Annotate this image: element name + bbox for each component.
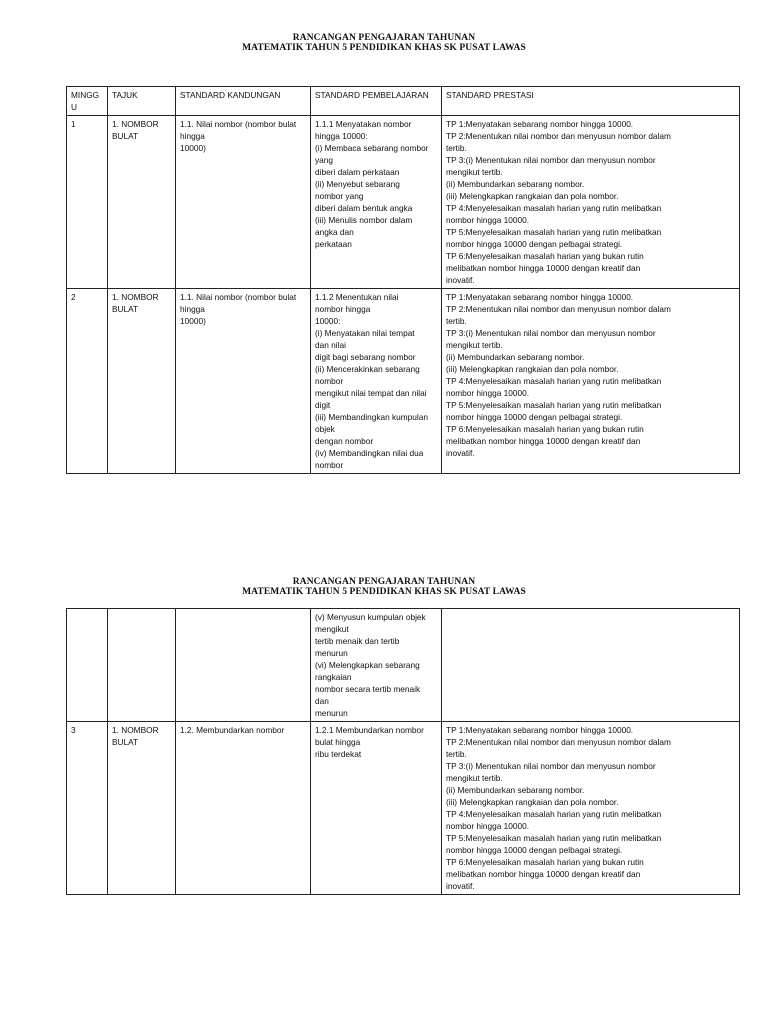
doc-title: RANCANGAN PENGAJARAN TAHUNAN: [292, 33, 476, 43]
cell-line: TP 3:(i) Menentukan nilai nombor dan menyusun nombor: [446, 761, 656, 771]
cell-line: inovatif.: [446, 448, 475, 458]
cell-line: (ii) Membundarkan sebarang nombor.: [446, 785, 585, 795]
cell-line: TP 1:Menyatakan sebarang nombor hingga 10000.: [446, 725, 634, 735]
cell-line: TP 4:Menyelesaikan masalah harian yang rutin melibatkan: [446, 809, 662, 819]
cell-line: TP 2:Menentukan nilai nombor dan menyusun nombor dalam: [446, 304, 671, 314]
doc-title: RANCANGAN PENGAJARAN TAHUNAN: [292, 577, 476, 587]
cell-line: hingga: [180, 131, 205, 141]
cell-line: dengan nombor: [315, 436, 374, 446]
cell-line: 10000): [180, 143, 206, 153]
cell-line: angka dan: [315, 227, 354, 237]
cell-line: 1.2. Membundarkan nombor: [180, 725, 285, 735]
cell-line: tertib.: [446, 143, 467, 153]
cell-line: mengikut tertib.: [446, 773, 503, 783]
cell-tajuk: [108, 609, 176, 722]
cell-tajuk: [108, 722, 176, 895]
cell-line: TP 3:(i) Menentukan nilai nombor dan menyusun nombor: [446, 328, 656, 338]
cell-line: (iii) Melengkapkan rangkaian dan pola nombor.: [446, 191, 619, 201]
cell-line: (ii) Mencerakinkan sebarang: [315, 364, 420, 374]
table-body: [67, 116, 740, 474]
cell-line: nombor hingga 10000.: [446, 821, 530, 831]
cell-line: dan: [315, 696, 329, 706]
col-header-standard-kandungan: STANDARD KANDUNGAN: [176, 87, 311, 116]
table-header-row: [67, 87, 740, 116]
cell-line: melibatkan nombor hingga 10000 dengan kreatif dan: [446, 436, 641, 446]
cell-line: nombor hingga: [315, 304, 371, 314]
cell-line: menurun: [315, 648, 348, 658]
cell-line: 10000:: [315, 316, 341, 326]
cell-line: tertib.: [446, 749, 467, 759]
table-row: [67, 289, 740, 474]
cell-line: TP 6:Menyelesaikan masalah harian yang bukan rutin: [446, 251, 644, 261]
cell-line: nombor hingga 10000.: [446, 215, 530, 225]
cell-minggu: 1: [67, 116, 108, 289]
cell-standard-prestasi: [442, 289, 740, 474]
cell-line: nombor hingga 10000 dengan pelbagai strategi.: [446, 239, 623, 249]
cell-line: TP 1:Menyatakan sebarang nombor hingga 10000.: [446, 119, 634, 129]
cell-line: nombor hingga 10000.: [446, 388, 530, 398]
cell-line: (ii) Membundarkan sebarang nombor.: [446, 352, 585, 362]
cell-line: nombor hingga 10000 dengan pelbagai strategi.: [446, 845, 623, 855]
cell-standard-prestasi: [442, 609, 740, 722]
cell-line: hingga 10000:: [315, 131, 368, 141]
cell-line: objek: [315, 424, 335, 434]
cell-line: mengikut nilai tempat dan nilai: [315, 388, 427, 398]
cell-line: BULAT: [112, 304, 139, 314]
cell-line: 1. NOMBOR: [112, 725, 159, 735]
page-header-1: [0, 33, 768, 53]
cell-line: 1.1.1 Menyatakan nombor: [315, 119, 412, 129]
cell-minggu: 3: [67, 722, 108, 895]
cell-line: TP 2:Menentukan nilai nombor dan menyusun nombor dalam: [446, 131, 671, 141]
cell-standard-pembelajaran: [311, 116, 442, 289]
cell-line: (v) Menyusun kumpulan objek: [315, 612, 426, 622]
cell-tajuk: [108, 289, 176, 474]
cell-line: (ii) Menyebut sebarang: [315, 179, 400, 189]
cell-line: inovatif.: [446, 275, 475, 285]
col-header-tajuk: TAJUK: [108, 87, 176, 116]
cell-line: digit bagi sebarang nombor: [315, 352, 416, 362]
cell-line: nombor secara tertib menaik: [315, 684, 421, 694]
col-header-standard-prestasi: STANDARD PRESTASI: [442, 87, 740, 116]
cell-line: TP 6:Menyelesaikan masalah harian yang bukan rutin: [446, 424, 644, 434]
plan-table-1: [66, 86, 740, 474]
cell-standard-prestasi: [442, 722, 740, 895]
cell-line: 1. NOMBOR: [112, 119, 159, 129]
cell-line: 1.1. Nilai nombor (nombor bulat: [180, 119, 297, 129]
cell-line: 1.1.2 Menentukan nilai: [315, 292, 399, 302]
cell-line: TP 6:Menyelesaikan masalah harian yang bukan rutin: [446, 857, 644, 867]
cell-standard-kandungan: [176, 609, 311, 722]
cell-line: perkataan: [315, 239, 352, 249]
table-row: [67, 116, 740, 289]
cell-line: (iv) Membandingkan nilai dua: [315, 448, 424, 458]
doc-subtitle: MATEMATIK TAHUN 5 PENDIDIKAN KHAS SK PUSAT LAWAS: [242, 43, 526, 53]
cell-line: inovatif.: [446, 881, 475, 891]
cell-line: 1. NOMBOR: [112, 292, 159, 302]
cell-line: 1.2.1 Membundarkan nombor: [315, 725, 424, 735]
cell-line: tertib menaik dan tertib: [315, 636, 400, 646]
cell-line: melibatkan nombor hingga 10000 dengan kreatif dan: [446, 869, 641, 879]
cell-line: nombor: [315, 460, 344, 470]
cell-line: mengikut: [315, 624, 349, 634]
cell-line: (i) Membaca sebarang nombor: [315, 143, 429, 153]
cell-standard-pembelajaran: [311, 289, 442, 474]
cell-line: bulat hingga: [315, 737, 361, 747]
plan-table-2: [66, 608, 740, 895]
page-header-2: [0, 577, 768, 597]
col-header-minggu: MINGG U: [67, 87, 108, 116]
cell-minggu: 2: [67, 289, 108, 474]
table-row: [67, 609, 740, 722]
cell-line: nombor: [315, 376, 344, 386]
cell-standard-kandungan: [176, 289, 311, 474]
cell-minggu: [67, 609, 108, 722]
cell-line: mengikut tertib.: [446, 340, 503, 350]
table-row: [67, 722, 740, 895]
cell-line: melibatkan nombor hingga 10000 dengan kreatif dan: [446, 263, 641, 273]
cell-line: mengikut tertib.: [446, 167, 503, 177]
cell-line: hingga: [180, 304, 205, 314]
cell-line: (ii) Membundarkan sebarang nombor.: [446, 179, 585, 189]
cell-line: 1.1. Nilai nombor (nombor bulat: [180, 292, 297, 302]
cell-line: (iii) Menulis nombor dalam: [315, 215, 413, 225]
cell-line: TP 4:Menyelesaikan masalah harian yang rutin melibatkan: [446, 376, 662, 386]
cell-line: (iii) Melengkapkan rangkaian dan pola nombor.: [446, 797, 619, 807]
cell-line: TP 4:Menyelesaikan masalah harian yang rutin melibatkan: [446, 203, 662, 213]
cell-line: nombor yang: [315, 191, 364, 201]
cell-line: TP 2:Menentukan nilai nombor dan menyusun nombor dalam: [446, 737, 671, 747]
cell-line: BULAT: [112, 131, 139, 141]
cell-line: BULAT: [112, 737, 139, 747]
cell-standard-pembelajaran: [311, 609, 442, 722]
cell-standard-pembelajaran: [311, 722, 442, 895]
cell-line: TP 5:Menyelesaikan masalah harian yang rutin melibatkan: [446, 400, 662, 410]
cell-line: TP 1:Menyatakan sebarang nombor hingga 10000.: [446, 292, 634, 302]
doc-subtitle: MATEMATIK TAHUN 5 PENDIDIKAN KHAS SK PUSAT LAWAS: [242, 587, 526, 597]
cell-line: 10000): [180, 316, 206, 326]
cell-standard-prestasi: [442, 116, 740, 289]
cell-line: yang: [315, 155, 333, 165]
cell-line: (iii) Melengkapkan rangkaian dan pola nombor.: [446, 364, 619, 374]
col-header-standard-pembelajaran: STANDARD PEMBELAJARAN: [311, 87, 442, 116]
cell-line: TP 5:Menyelesaikan masalah harian yang rutin melibatkan: [446, 833, 662, 843]
cell-line: TP 5:Menyelesaikan masalah harian yang rutin melibatkan: [446, 227, 662, 237]
cell-line: digit: [315, 400, 331, 410]
cell-line: tertib.: [446, 316, 467, 326]
cell-line: nombor hingga 10000 dengan pelbagai strategi.: [446, 412, 623, 422]
cell-line: menurun: [315, 708, 348, 718]
cell-standard-kandungan: [176, 116, 311, 289]
cell-line: ribu terdekat: [315, 749, 362, 759]
cell-tajuk: [108, 116, 176, 289]
cell-line: (vi) Melengkapkan sebarang: [315, 660, 420, 670]
table-body: [67, 609, 740, 895]
cell-line: diberi dalam bentuk angka: [315, 203, 413, 213]
cell-line: (i) Menyatakan nilai tempat: [315, 328, 415, 338]
cell-line: diberi dalam perkataan: [315, 167, 400, 177]
cell-line: dan nilai: [315, 340, 346, 350]
cell-standard-kandungan: [176, 722, 311, 895]
cell-line: TP 3:(i) Menentukan nilai nombor dan menyusun nombor: [446, 155, 656, 165]
cell-line: (iii) Membandingkan kumpulan: [315, 412, 428, 422]
cell-line: rangkaian: [315, 672, 352, 682]
